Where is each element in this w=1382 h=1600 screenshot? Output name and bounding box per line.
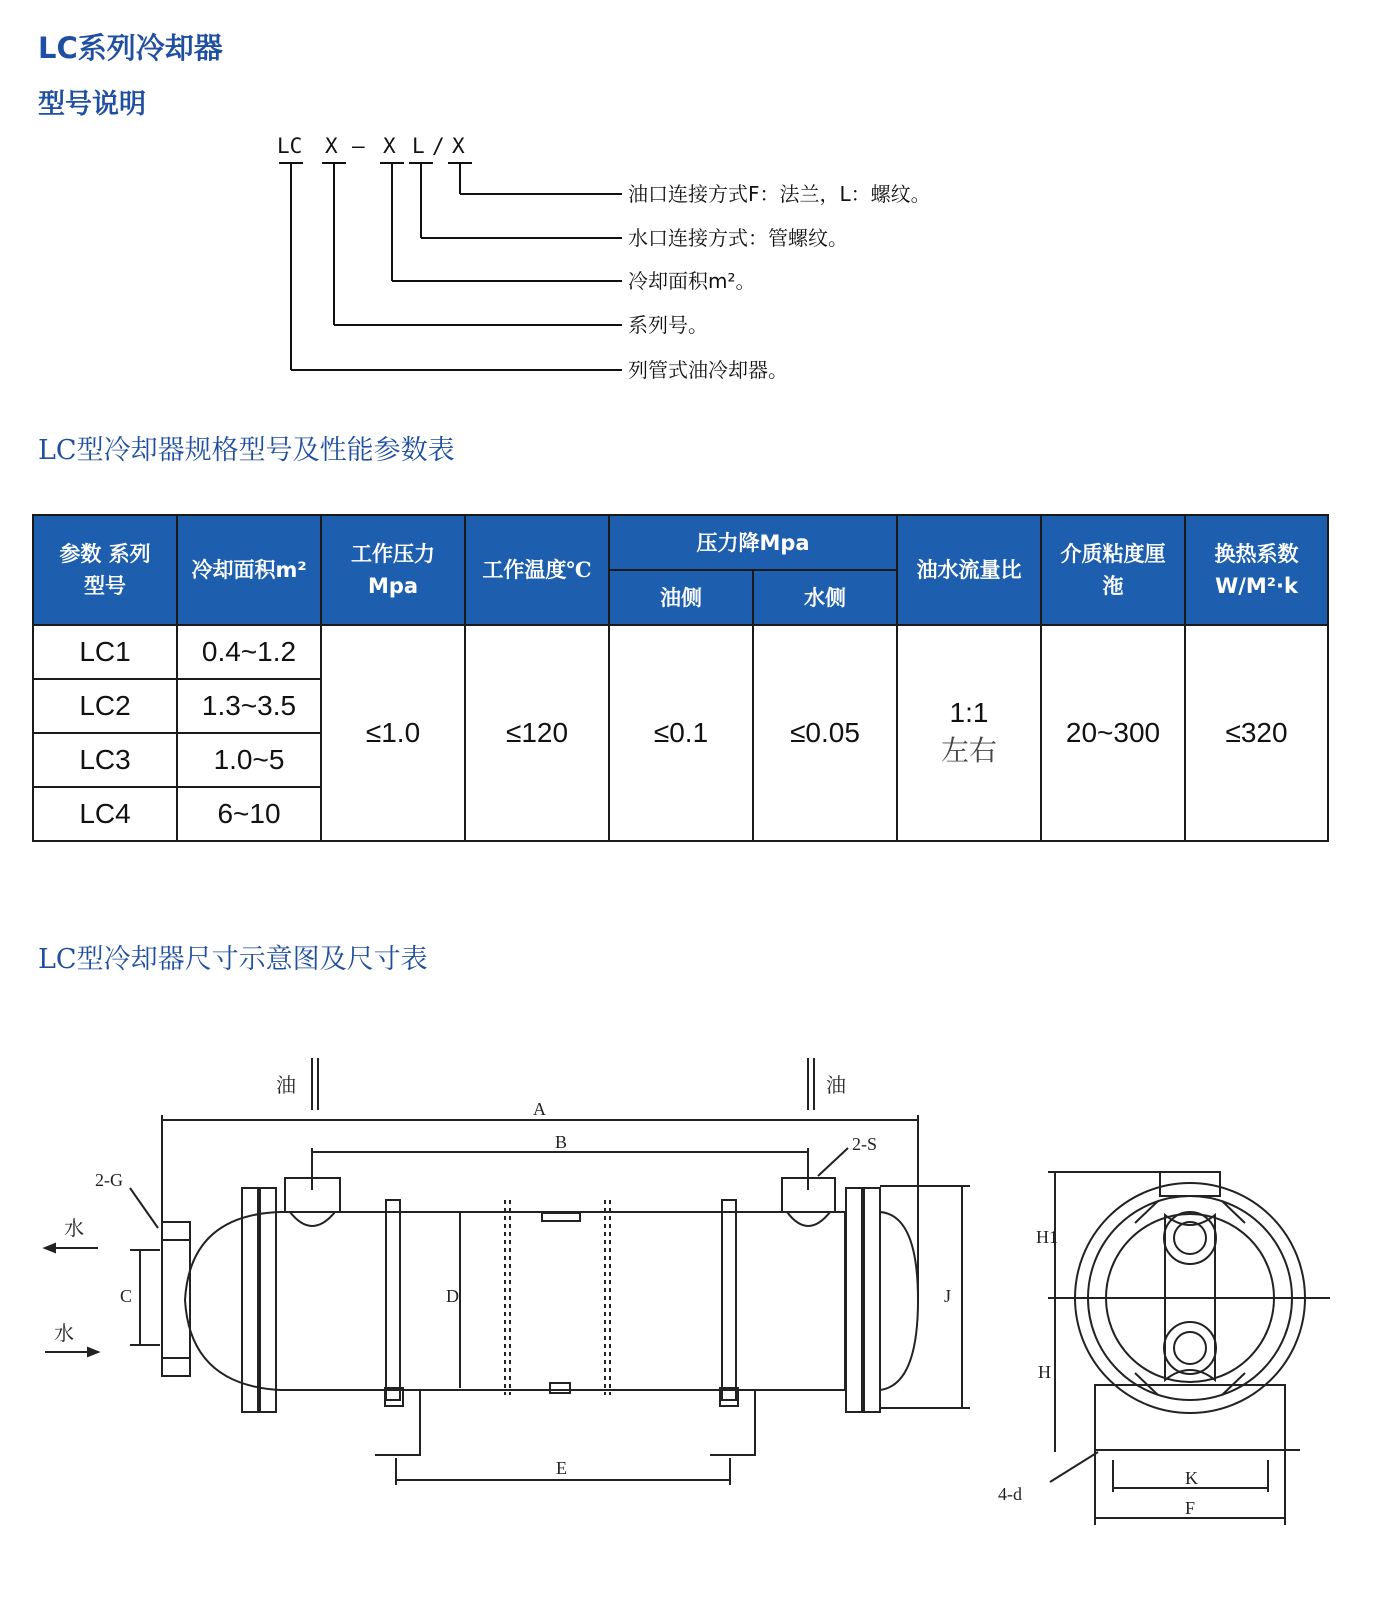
cell-viscosity: 20~300	[1041, 625, 1185, 841]
dim-e: E	[556, 1458, 567, 1478]
model-section-heading: 型号说明	[38, 89, 146, 120]
model-desc-1: 油口连接方式F：法兰，L：螺纹。	[628, 182, 931, 206]
dim-a: A	[533, 1099, 546, 1119]
dim-k: K	[1185, 1468, 1198, 1488]
code-x3: X	[452, 134, 465, 158]
code-x1: X	[325, 134, 338, 158]
code-l: L	[412, 134, 425, 158]
row-lc4-area: 6~10	[177, 787, 321, 841]
code-slash: /	[432, 134, 445, 158]
code-lc: LC	[277, 134, 303, 158]
dim-4d: 4-d	[998, 1484, 1022, 1504]
dim-f: F	[1185, 1498, 1196, 1518]
side-view	[45, 1058, 970, 1485]
dim-h: H	[1038, 1362, 1051, 1382]
header-coefficient: 换热系数 W/M²·k	[1185, 515, 1328, 625]
row-lc3-model: LC3	[33, 733, 177, 787]
dim-c: C	[120, 1286, 133, 1306]
row-lc3-area: 1.0~5	[177, 733, 321, 787]
dim-s: 2-S	[852, 1134, 878, 1154]
row-lc2-model: LC2	[33, 679, 177, 733]
model-desc-4: 系列号。	[628, 313, 708, 337]
header-area: 冷却面积m²	[177, 515, 321, 625]
row-lc2-area: 1.3~3.5	[177, 679, 321, 733]
spec-section-heading: LC型冷却器规格型号及性能参数表	[38, 435, 455, 466]
header-oil-side: 油侧	[609, 570, 753, 625]
dim-j: J	[944, 1286, 952, 1306]
header-viscosity: 介质粘度厘 沲	[1041, 515, 1185, 625]
label-water-out: 水	[64, 1216, 84, 1240]
model-desc-3: 冷却面积m²。	[628, 269, 756, 293]
model-desc-2: 水口连接方式：管螺纹。	[628, 226, 848, 250]
cell-flow-ratio: 1:1 左右	[897, 625, 1041, 841]
model-desc-5: 列管式油冷却器。	[628, 358, 788, 382]
dim-b: B	[555, 1132, 568, 1152]
code-x2: X	[383, 134, 396, 158]
header-pressure: 工作压力 Mpa	[321, 515, 465, 625]
cell-coefficient: ≤320	[1185, 625, 1328, 841]
dim-g: 2-G	[95, 1170, 123, 1190]
page-title: LC系列冷却器	[38, 31, 223, 65]
header-water-side: 水侧	[753, 570, 897, 625]
cell-temp: ≤120	[465, 625, 609, 841]
dim-d: D	[446, 1286, 459, 1306]
row-lc1-model: LC1	[33, 625, 177, 679]
dimension-section-heading: LC型冷却器尺寸示意图及尺寸表	[38, 944, 428, 975]
header-flow-ratio: 油水流量比	[897, 515, 1041, 625]
row-lc1-area: 0.4~1.2	[177, 625, 321, 679]
header-temp: 工作温度℃	[465, 515, 609, 625]
label-oil-in: 油	[276, 1073, 296, 1097]
cell-oil-drop: ≤0.1	[609, 625, 753, 841]
header-series: 参数 系列 型号	[33, 515, 177, 625]
label-water-in: 水	[54, 1321, 74, 1345]
cell-pressure: ≤1.0	[321, 625, 465, 841]
code-dash: —	[352, 134, 365, 158]
row-lc4-model: LC4	[33, 787, 177, 841]
dim-h1: H1	[1036, 1227, 1058, 1247]
header-pressure-drop: 压力降Mpa	[609, 515, 897, 570]
cell-water-drop: ≤0.05	[753, 625, 897, 841]
label-oil-out: 油	[826, 1073, 846, 1097]
